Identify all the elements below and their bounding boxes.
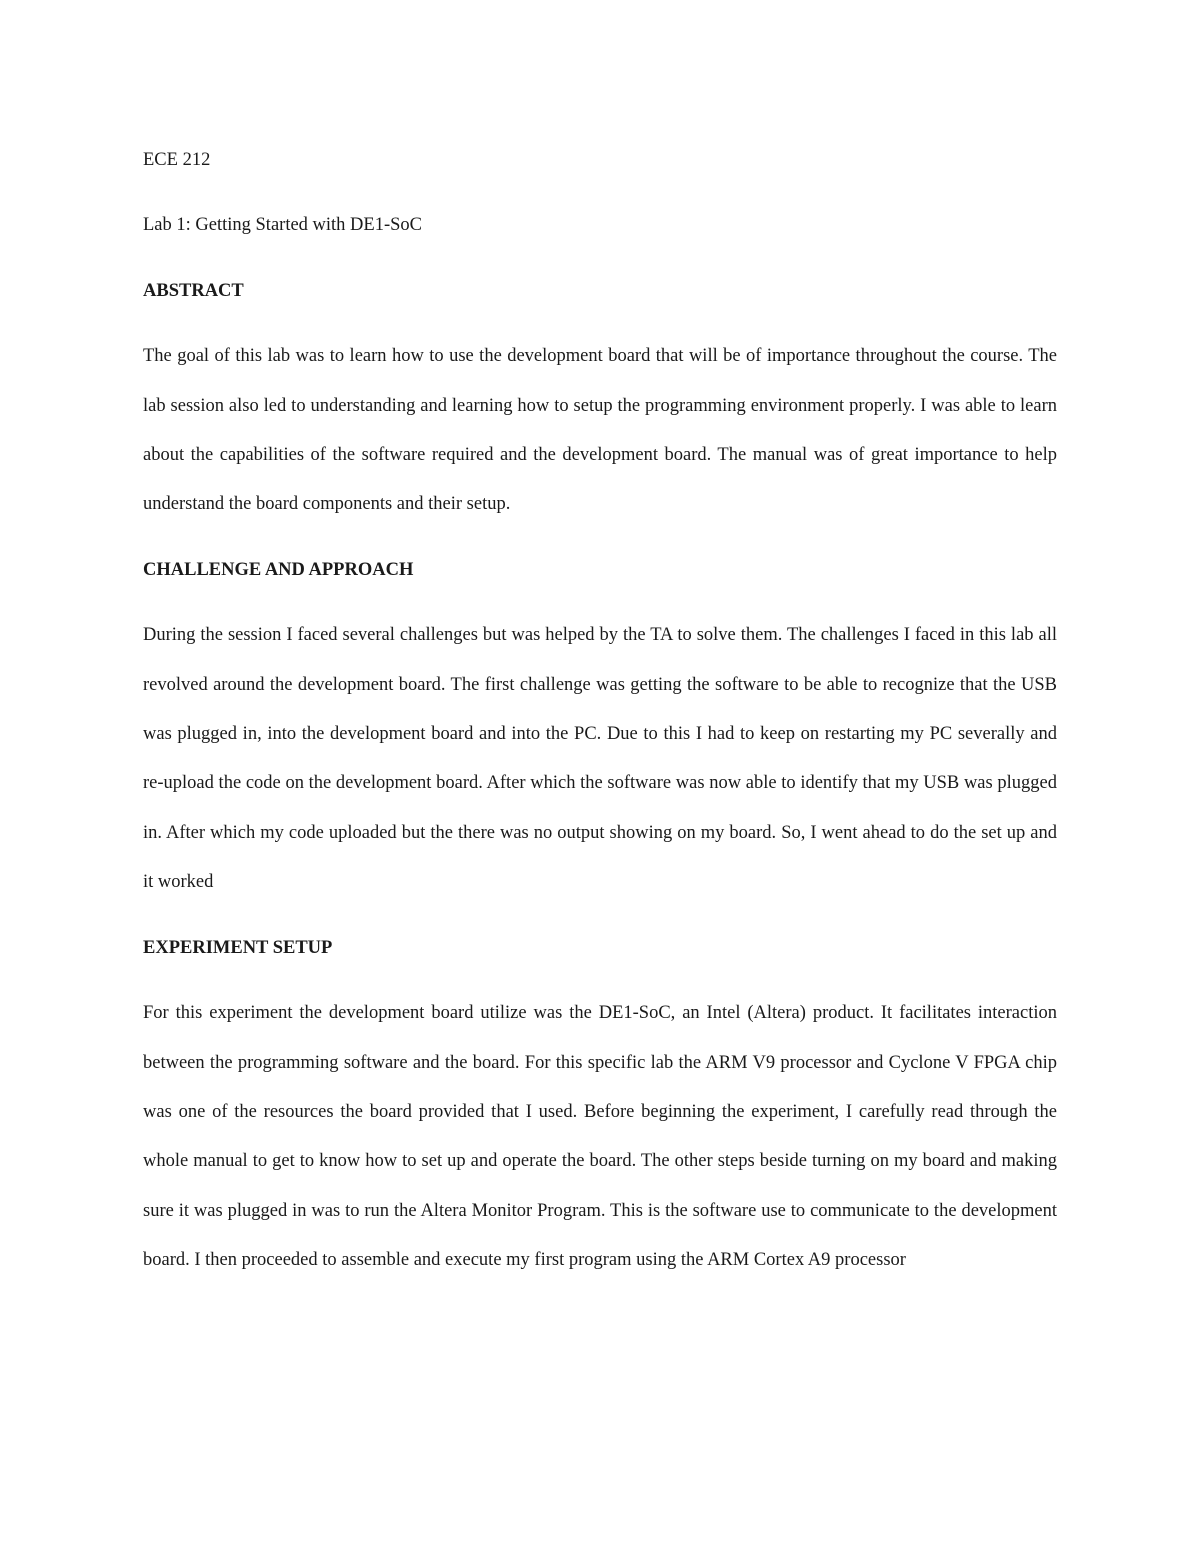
section-heading-experiment-setup: EXPERIMENT SETUP bbox=[143, 937, 333, 958]
experiment-setup-paragraph: For this experiment the development board utilize was the DE1-SoC, an Intel (Altera) product. It facilitates interaction between the programming software and the board. For this specific lab the ARM V9 processor and Cyclone V FPGA chip was one of the resources the board provided that I used. Before beginning the experiment, I carefully read through the whole manual to get to know how to set up and operate the board. The other steps beside turning on my board and making sure it was plugged in was to run the Altera Monitor Program. This is the software use to communicate to the development board. I then proceeded to assemble and execute my first program using the ARM Cortex A9 processor bbox=[143, 1003, 1057, 1271]
course-code: ECE 212 bbox=[143, 150, 211, 170]
abstract-paragraph: The goal of this lab was to learn how to use the development board that will be of importance throughout the course. The lab session also led to understanding and learning how to setup the programming environment properly. I was able to learn about the capabilities of the software required and the development board. The manual was of great importance to help understand the board components and their setup. bbox=[143, 346, 1057, 515]
challenge-section bbox=[143, 546, 1057, 908]
section-heading-abstract: ABSTRACT bbox=[143, 280, 244, 301]
challenge-paragraph: During the session I faced several challenges but was helped by the TA to solve them. The challenges I faced in this lab all revolved around the development board. The first challenge was getting the software to be able to recognize that the USB was plugged in, into the development board and into the PC. Due to this I had to keep on restarting my PC severally and re-upload the code on the development board. After which the software was now able to identify that my USB was plugged in. After which my code uploaded but the there was no output showing on my board. So, I went ahead to do the set up and it worked bbox=[143, 625, 1057, 893]
document-page bbox=[143, 136, 1057, 1302]
abstract-section bbox=[143, 267, 1057, 530]
experiment-setup-section bbox=[143, 924, 1057, 1286]
section-heading-challenge: CHALLENGE AND APPROACH bbox=[143, 559, 414, 580]
lab-title: Lab 1: Getting Started with DE1-SoC bbox=[143, 215, 423, 236]
